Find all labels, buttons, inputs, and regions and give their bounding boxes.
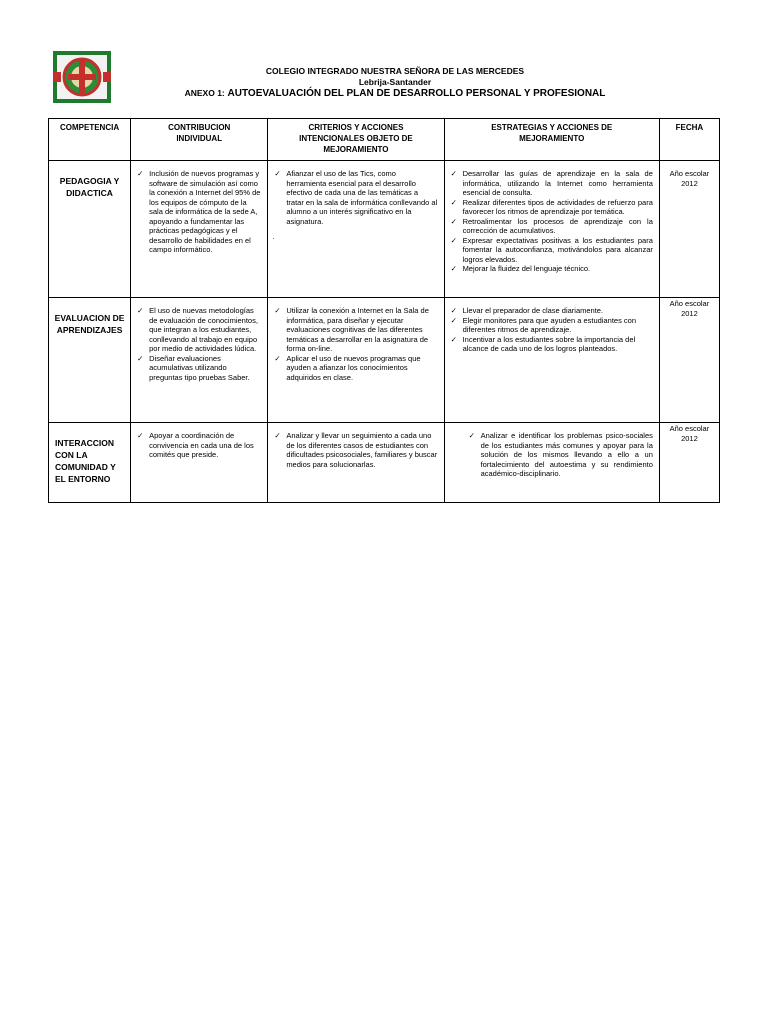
estrategias-cell (444, 298, 659, 423)
list-item: ✓ Inclusión de nuevos programas y software de simulación así como la conexión a Internet del 95% de los equipos de cómputo de la sala de informática de la sede A, apoyando a fundamentar las prácticas pedagógicas y el desarrollo de habilidades en el campo informático. (137, 169, 261, 255)
criterios-cell (268, 298, 444, 423)
school-name: COLEGIO INTEGRADO NUESTRA SEÑORA DE LAS MERCEDES (265, 66, 525, 76)
school-crest-logo (52, 50, 112, 104)
table-row (49, 161, 720, 298)
evaluation-table (48, 118, 720, 503)
competencia-cell: INTERACCION CON LA COMUNIDAD Y EL ENTORNO (49, 423, 131, 503)
contribucion-cell (131, 161, 268, 298)
list-item: ✓ Diseñar evaluaciones acumulativas utilizando preguntas tipo pruebas Saber. (137, 354, 261, 383)
list-item: ✓ El uso de nuevas metodologías de evaluación de conocimientos, que integran a los estudiantes, conllevando al trabajo en equipo por medio de actividades lúdica. (137, 306, 261, 354)
list-item: ✓ Expresar expectativas positivas a los estudiantes para fomentar la autoconfianza, motivándolos para alcanzar logros elevados. (451, 236, 653, 265)
header-criterios-text: CRITERIOS Y ACCIONES INTENCIONALES OBJETO DE MEJORAMIENTO (299, 123, 413, 154)
header-estrategias-text: ESTRATEGIAS Y ACCIONES DE MEJORAMIENTO (491, 123, 613, 143)
contribucion-cell (131, 423, 268, 503)
header-contribucion-text: CONTRIBUCION INDIVIDUAL (168, 123, 231, 143)
list-item: ✓ Llevar el preparador de clase diariamente. (451, 306, 653, 316)
table-header-row (49, 119, 720, 161)
criterios-cell (268, 423, 444, 503)
contribucion-cell (131, 298, 268, 423)
competencia-cell: PEDAGOGIA Y DIDACTICA (49, 161, 131, 298)
list-item: ✓ Retroalimentar los procesos de aprendizaje con la corrección de acumulativos. (451, 217, 653, 236)
list-item: ✓ Elegir monitores para que ayuden a estudiantes con diferentes ritmos de aprendizaje. (451, 316, 653, 335)
fecha-cell: Año escolar 2012 (659, 298, 719, 423)
list-item: ✓ Aplicar el uso de nuevos programas que ayuden a afianzar los conocimientos adquiridos en clase. (274, 354, 437, 383)
estrategias-cell (444, 423, 659, 503)
header-competencia: COMPETENCIA (49, 119, 131, 161)
list-item: ✓ Realizar diferentes tipos de actividades de refuerzo para favorecer los ritmos de aprendizaje por temática. (451, 198, 653, 217)
list-item: ✓ Analizar e identificar los problemas psico-sociales de los estudiantes más comunes y apoyar para la solución de los mismos llevando a ello a un fortalecimiento del autoestima y su rendimiento académico-disciplinario. (469, 431, 653, 479)
document-title (130, 88, 660, 99)
header-criterios (268, 119, 444, 161)
fecha-cell: Año escolar 2012 (659, 161, 719, 298)
list-item: ✓ Analizar y llevar un seguimiento a cada uno de los diferentes casos de estudiantes con dificultades psicosociales, familiares y buscar medios para solucionarlas. (274, 431, 437, 469)
list-item: ✓ Utilizar la conexión a Internet en la Sala de informática, para diseñar y ejecutar evaluaciones cognitivas de las diferentes temáticas a desarrollar en la asignatura de forma on-line. (274, 306, 437, 354)
criterios-cell (268, 161, 444, 298)
header-contribucion (131, 119, 268, 161)
list-item: ✓ Incentivar a los estudiantes sobre la importancia del alcance de cada uno de los logros planteados. (451, 335, 653, 354)
header-estrategias (444, 119, 659, 161)
fecha-cell: Año escolar 2012 (659, 423, 719, 503)
table-row (49, 298, 720, 423)
city-name: Lebrija-Santander (358, 77, 432, 87)
estrategias-cell (444, 161, 659, 298)
annex-label: ANEXO 1: (184, 88, 225, 98)
list-item: ✓ Apoyar a coordinación de convivencia en cada una de los comités que preside. (137, 431, 261, 460)
list-item: ✓ Mejorar la fluidez del lenguaje técnico. (451, 264, 653, 274)
competencia-cell: EVALUACION DE APRENDIZAJES (49, 298, 131, 423)
stray-mark: . (272, 232, 275, 241)
table-row (49, 423, 720, 503)
annex-title: AUTOEVALUACIÓN DEL PLAN DE DESARROLLO PERSONAL Y PROFESIONAL (227, 88, 606, 99)
list-item: ✓ Desarrollar las guías de aprendizaje en la sala de informática, utilizando la Internet como herramienta esencial de consulta. (451, 169, 653, 198)
header-fecha: FECHA (659, 119, 719, 161)
list-item: ✓ Afianzar el uso de las Tics, como herramienta esencial para el desarrollo efectivo de cada una de las temáticas a tratar en la sala de informática conllevando al alumno a un interés significativo en la asignatura. (274, 169, 437, 226)
